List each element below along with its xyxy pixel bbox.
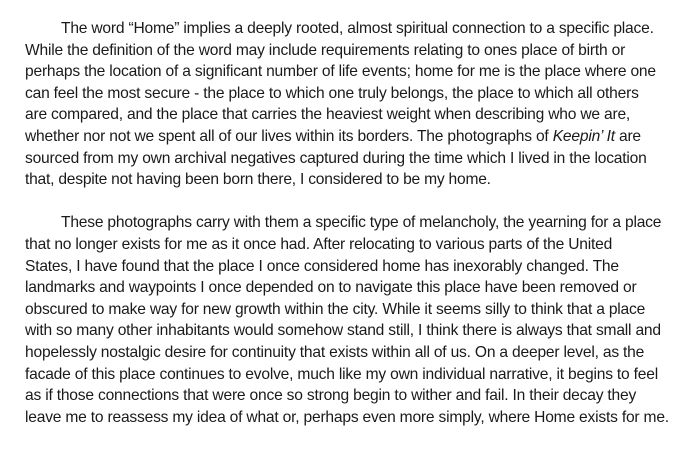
text-line: that, despite not having been born there, I considered to be my home. (25, 171, 491, 189)
text-line: facade of this place continues to evolve, much like my own individual narrative, it begins to feel (25, 365, 658, 383)
paragraph-2 (25, 212, 685, 428)
text-line: The word “Home” implies a deeply rooted, almost spiritual connection to a specific place. (61, 20, 654, 37)
text-line: sourced from my own archival negatives captured during the time which I lived in the location (25, 149, 647, 167)
text-line: These photographs carry with them a specific type of melancholy, the yearning for a place (61, 214, 662, 232)
text-line: that no longer exists for me as it once had. After relocating to various parts of the United (25, 235, 613, 253)
text-line: hopelessly nostalgic desire for continuity that exists within all of us. On a deeper level, as the (25, 343, 645, 361)
text-segment: are (614, 127, 641, 145)
text-line: are compared, and the place that carries the heaviest weight when describing who we are, (25, 106, 631, 124)
text-line: with so many other inhabitants would somehow stand still, I think there is always that small and (25, 322, 661, 340)
paragraph-1 (25, 18, 685, 191)
text-line: While the definition of the word may include requirements relating to ones place of birth or (25, 41, 626, 59)
text-line (25, 126, 685, 148)
text-line: leave me to reassess my idea of what or, perhaps even more simply, where Home exists for me. (25, 408, 669, 426)
text-line: obscured to make way for new growth within the city. While it seems silly to think that a place (25, 300, 646, 318)
text-segment: whether nor not we spent all of our lives within its borders. The photographs of (25, 127, 553, 145)
text-line: can feel the most secure - the place to which one truly belongs, the place to which all others (25, 84, 639, 102)
text-line: landmarks and waypoints I once depended on to navigate this place have been removed or (25, 279, 637, 297)
text-line: as if those connections that were once so strong begin to wither and fail. In their decay they (25, 387, 637, 405)
text-line: perhaps the location of a significant number of life events; home for me is the place where one (25, 63, 656, 81)
work-title: Keepin’ It (552, 127, 615, 145)
text-line: States, I have found that the place I once considered home has inexorably changed. The (25, 257, 619, 275)
document-body (25, 18, 685, 428)
